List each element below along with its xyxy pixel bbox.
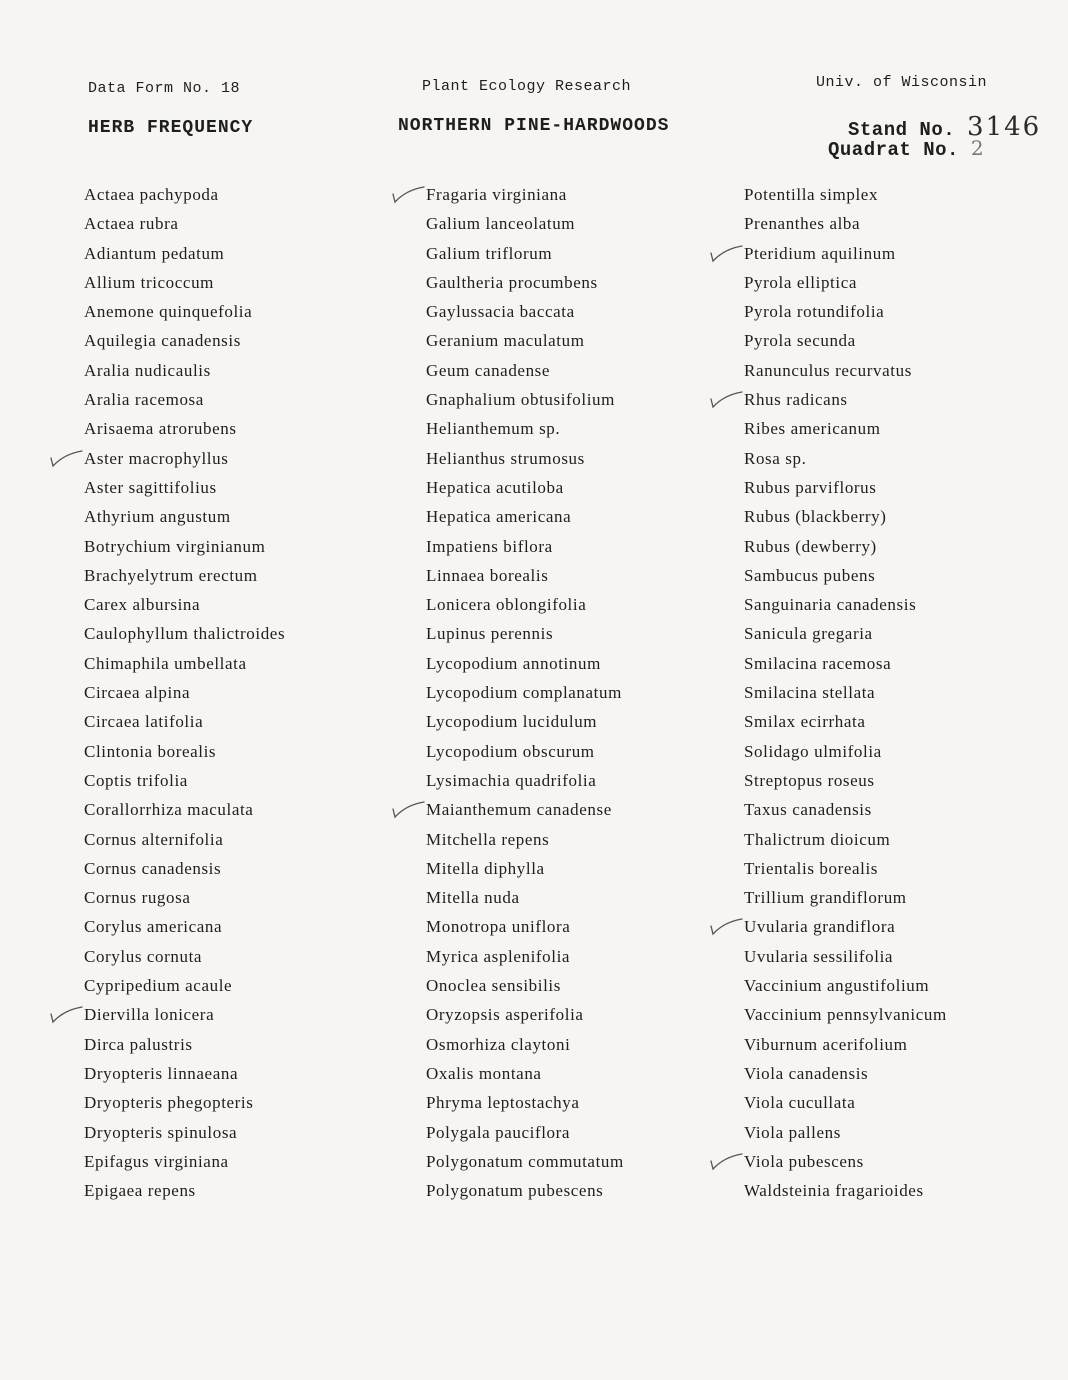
species-name: Waldsteinia fragarioides <box>744 1181 924 1201</box>
species-name: Viola cucullata <box>744 1093 856 1113</box>
species-name: Mitella diphylla <box>426 858 545 878</box>
species-name: Trientalis borealis <box>744 858 879 878</box>
species-name: Cornus canadensis <box>84 858 222 878</box>
species-item <box>426 590 624 619</box>
species-item <box>84 356 285 385</box>
species-item <box>744 326 947 355</box>
species-item <box>744 795 947 824</box>
species-name: Oxalis montana <box>426 1063 542 1083</box>
species-name: Onoclea sensibilis <box>426 976 561 996</box>
species-item <box>84 912 285 941</box>
species-name: Helianthus strumosus <box>426 448 585 468</box>
species-name: Rubus (blackberry) <box>744 507 887 527</box>
species-name: Allium tricoccum <box>84 272 214 292</box>
species-name: Epigaea repens <box>84 1181 196 1201</box>
species-name: Ranunculus recurvatus <box>744 360 912 380</box>
species-name: Aralia nudicaulis <box>84 360 211 380</box>
species-item <box>84 180 285 209</box>
species-item <box>744 1059 947 1088</box>
species-item <box>426 356 624 385</box>
species-name: Impatiens biflora <box>426 536 553 556</box>
species-item <box>84 473 285 502</box>
species-item <box>426 209 624 238</box>
species-name: Actaea rubra <box>84 214 179 234</box>
species-name: Adiantum pedatum <box>84 243 225 263</box>
species-name: Gaultheria procumbens <box>426 272 598 292</box>
species-item <box>84 385 285 414</box>
species-item <box>426 707 624 736</box>
species-name: Actaea pachypoda <box>84 185 219 204</box>
stand-label: Stand No. <box>848 119 956 141</box>
species-item <box>744 678 947 707</box>
species-name: Clintonia borealis <box>84 741 217 761</box>
species-item <box>426 561 624 590</box>
species-item <box>426 1059 624 1088</box>
species-item <box>84 444 285 473</box>
species-item <box>744 619 947 648</box>
species-name: Arisaema atrorubens <box>84 419 237 439</box>
species-item <box>84 209 285 238</box>
species-name: Corallorrhiza maculata <box>84 800 254 820</box>
species-item <box>426 971 624 1000</box>
species-item <box>426 414 624 443</box>
species-name: Corylus cornuta <box>84 946 203 966</box>
species-name: Smilacina stellata <box>744 683 876 703</box>
species-name: Pyrola elliptica <box>744 272 857 292</box>
species-name: Prenanthes alba <box>744 214 861 234</box>
species-item <box>744 942 947 971</box>
species-item <box>744 971 947 1000</box>
species-name: Rubus parviflorus <box>744 477 877 497</box>
species-name: Lycopodium lucidulum <box>426 712 598 732</box>
species-name: Gaylussacia baccata <box>426 302 575 322</box>
species-item <box>744 649 947 678</box>
species-name: Sambucus pubens <box>744 565 876 585</box>
species-name: Trillium grandiflorum <box>744 888 907 908</box>
species-item <box>84 795 285 824</box>
species-item <box>84 1059 285 1088</box>
species-item <box>426 444 624 473</box>
check-mark-icon <box>390 186 426 204</box>
species-item <box>426 619 624 648</box>
species-name: Solidago ulmifolia <box>744 741 882 761</box>
species-item <box>426 1147 624 1176</box>
species-item <box>744 209 947 238</box>
species-name: Rosa sp. <box>744 448 807 468</box>
species-name: Chimaphila umbellata <box>84 653 247 673</box>
form-title: HERB FREQUENCY <box>88 118 254 138</box>
species-item <box>84 766 285 795</box>
species-name: Galium triflorum <box>426 243 553 263</box>
species-item <box>84 532 285 561</box>
species-name: Viola pubescens <box>744 1151 864 1171</box>
species-name: Carex albursina <box>84 595 201 615</box>
species-item <box>426 297 624 326</box>
species-name: Hepatica acutiloba <box>426 477 564 497</box>
species-name: Vaccinium pennsylvanicum <box>744 1005 947 1025</box>
species-name: Anemone quinquefolia <box>84 302 253 322</box>
species-item <box>426 502 624 531</box>
species-name: Aquilegia canadensis <box>84 331 241 351</box>
species-name: Galium lanceolatum <box>426 214 576 234</box>
species-item <box>84 707 285 736</box>
species-name: Taxus canadensis <box>744 800 872 820</box>
species-name: Pyrola rotundifolia <box>744 302 885 322</box>
species-name: Rubus (dewberry) <box>744 536 877 556</box>
species-name: Thalictrum dioicum <box>744 829 891 849</box>
species-item <box>744 561 947 590</box>
species-name: Dirca palustris <box>84 1034 193 1054</box>
species-item <box>84 619 285 648</box>
species-name: Sanicula gregaria <box>744 624 873 644</box>
quadrat-value: 2 <box>970 136 985 160</box>
check-mark-icon <box>708 1153 744 1171</box>
species-item <box>84 854 285 883</box>
species-item <box>84 590 285 619</box>
species-item <box>426 1088 624 1117</box>
check-mark-icon <box>48 1006 84 1024</box>
species-name: Viburnum acerifolium <box>744 1034 908 1054</box>
check-mark-icon <box>708 391 744 409</box>
species-item <box>426 180 624 209</box>
species-name: Aster sagittifolius <box>84 477 217 497</box>
species-item <box>744 1118 947 1147</box>
species-item <box>744 1000 947 1029</box>
species-name: Mitchella repens <box>426 829 550 849</box>
species-item <box>744 473 947 502</box>
species-item <box>744 444 947 473</box>
species-item <box>426 385 624 414</box>
species-item <box>426 912 624 941</box>
species-name: Botrychium virginianum <box>84 536 266 556</box>
species-item <box>744 707 947 736</box>
species-name: Ribes americanum <box>744 419 881 439</box>
species-item <box>426 825 624 854</box>
species-item <box>426 854 624 883</box>
species-item <box>426 1176 624 1205</box>
quadrat-label: Quadrat No. <box>828 139 959 161</box>
organization: Plant Ecology Research <box>422 78 632 95</box>
check-mark-icon <box>48 450 84 468</box>
species-item <box>84 971 285 1000</box>
species-item <box>84 268 285 297</box>
species-name: Linnaea borealis <box>426 565 549 585</box>
university: Univ. of Wisconsin <box>816 74 988 91</box>
species-item <box>744 239 947 268</box>
species-name: Uvularia grandiflora <box>744 917 896 937</box>
species-item <box>426 268 624 297</box>
species-item <box>744 532 947 561</box>
species-item <box>84 678 285 707</box>
species-item <box>84 1030 285 1059</box>
species-name: Oryzopsis asperifolia <box>426 1005 584 1025</box>
species-name: Geranium maculatum <box>426 331 585 351</box>
species-name: Hepatica americana <box>426 507 572 527</box>
species-item <box>744 1176 947 1205</box>
species-name: Polygonatum commutatum <box>426 1151 624 1171</box>
species-item <box>84 502 285 531</box>
species-name: Brachyelytrum erectum <box>84 565 258 585</box>
species-name: Corylus americana <box>84 917 223 937</box>
species-item <box>84 825 285 854</box>
species-item <box>84 737 285 766</box>
species-item <box>426 649 624 678</box>
species-name: Viola canadensis <box>744 1063 869 1083</box>
species-name: Streptopus roseus <box>744 770 875 790</box>
species-item <box>426 795 624 824</box>
species-name: Cornus rugosa <box>84 888 191 908</box>
species-name: Cypripedium acaule <box>84 976 233 996</box>
species-item <box>426 1030 624 1059</box>
species-item <box>744 883 947 912</box>
species-item <box>84 1088 285 1117</box>
species-name: Rhus radicans <box>744 390 848 410</box>
species-item <box>84 1118 285 1147</box>
species-name: Geum canadense <box>426 360 551 380</box>
species-item <box>744 825 947 854</box>
species-item <box>84 649 285 678</box>
species-name: Dryopteris linnaeana <box>84 1063 239 1083</box>
species-name: Dryopteris spinulosa <box>84 1122 238 1142</box>
species-item <box>426 1118 624 1147</box>
species-name: Maianthemum canadense <box>426 800 612 820</box>
species-name: Fragaria virginiana <box>426 185 567 204</box>
species-item <box>84 1176 285 1205</box>
species-name: Monotropa uniflora <box>426 917 571 937</box>
species-item <box>84 942 285 971</box>
species-item <box>84 239 285 268</box>
form-number: Data Form No. 18 <box>88 80 241 97</box>
check-mark-icon <box>390 801 426 819</box>
species-item <box>426 737 624 766</box>
species-item <box>426 883 624 912</box>
species-item <box>84 1147 285 1176</box>
species-name: Helianthemum sp. <box>426 419 561 439</box>
species-name: Pteridium aquilinum <box>744 243 896 263</box>
species-item <box>744 502 947 531</box>
species-item <box>426 678 624 707</box>
species-item <box>426 1000 624 1029</box>
species-column-2 <box>426 180 624 1205</box>
species-item <box>426 473 624 502</box>
species-name: Osmorhiza claytoni <box>426 1034 571 1054</box>
species-name: Circaea latifolia <box>84 712 204 732</box>
species-item <box>744 356 947 385</box>
check-mark-icon <box>708 918 744 936</box>
species-name: Aralia racemosa <box>84 390 204 410</box>
species-item <box>744 180 947 209</box>
species-name: Circaea alpina <box>84 683 191 703</box>
species-item <box>744 590 947 619</box>
species-name: Lonicera oblongifolia <box>426 595 587 615</box>
stand-value: 3146 <box>967 112 1042 142</box>
species-item <box>426 766 624 795</box>
species-name: Pyrola secunda <box>744 331 856 351</box>
species-name: Diervilla lonicera <box>84 1005 215 1025</box>
species-item <box>84 297 285 326</box>
species-name: Polygonatum pubescens <box>426 1181 604 1201</box>
species-column-1 <box>84 180 285 1205</box>
species-item <box>744 1030 947 1059</box>
species-name: Mitella nuda <box>426 888 520 908</box>
species-name: Phryma leptostachya <box>426 1093 580 1113</box>
species-item <box>84 326 285 355</box>
species-item <box>744 297 947 326</box>
species-item <box>426 239 624 268</box>
species-name: Potentilla simplex <box>744 185 879 204</box>
species-name: Polygala pauciflora <box>426 1122 571 1142</box>
community-title: NORTHERN PINE-HARDWOODS <box>398 116 670 136</box>
species-item <box>744 737 947 766</box>
species-item <box>84 1000 285 1029</box>
species-item <box>426 532 624 561</box>
species-item <box>744 268 947 297</box>
species-name: Sanguinaria canadensis <box>744 595 917 615</box>
species-item <box>744 385 947 414</box>
species-item <box>744 1147 947 1176</box>
check-mark-icon <box>708 245 744 263</box>
species-name: Caulophyllum thalictroides <box>84 624 286 644</box>
species-name: Athyrium angustum <box>84 507 231 527</box>
species-item <box>744 1088 947 1117</box>
species-column-3 <box>744 180 947 1205</box>
species-item <box>744 766 947 795</box>
species-name: Smilax ecirrhata <box>744 712 866 732</box>
species-name: Viola pallens <box>744 1122 841 1142</box>
species-name: Dryopteris phegopteris <box>84 1093 254 1113</box>
species-item <box>744 414 947 443</box>
species-name: Smilacina racemosa <box>744 653 892 673</box>
species-item <box>426 326 624 355</box>
species-item <box>84 883 285 912</box>
species-item <box>84 561 285 590</box>
species-name: Myrica asplenifolia <box>426 946 571 966</box>
species-item <box>84 414 285 443</box>
species-name: Lycopodium complanatum <box>426 683 622 703</box>
species-name: Vaccinium angustifolium <box>744 976 930 996</box>
quadrat-field <box>828 136 984 161</box>
species-name: Gnaphalium obtusifolium <box>426 390 615 410</box>
species-name: Uvularia sessilifolia <box>744 946 894 966</box>
species-item <box>426 942 624 971</box>
species-name: Lupinus perennis <box>426 624 554 644</box>
species-item <box>744 912 947 941</box>
species-name: Aster macrophyllus <box>84 448 229 468</box>
species-name: Lycopodium obscurum <box>426 741 595 761</box>
species-name: Lysimachia quadrifolia <box>426 770 597 790</box>
species-name: Coptis trifolia <box>84 770 188 790</box>
species-name: Lycopodium annotinum <box>426 653 601 673</box>
species-name: Epifagus virginiana <box>84 1151 229 1171</box>
species-name: Cornus alternifolia <box>84 829 224 849</box>
species-item <box>744 854 947 883</box>
